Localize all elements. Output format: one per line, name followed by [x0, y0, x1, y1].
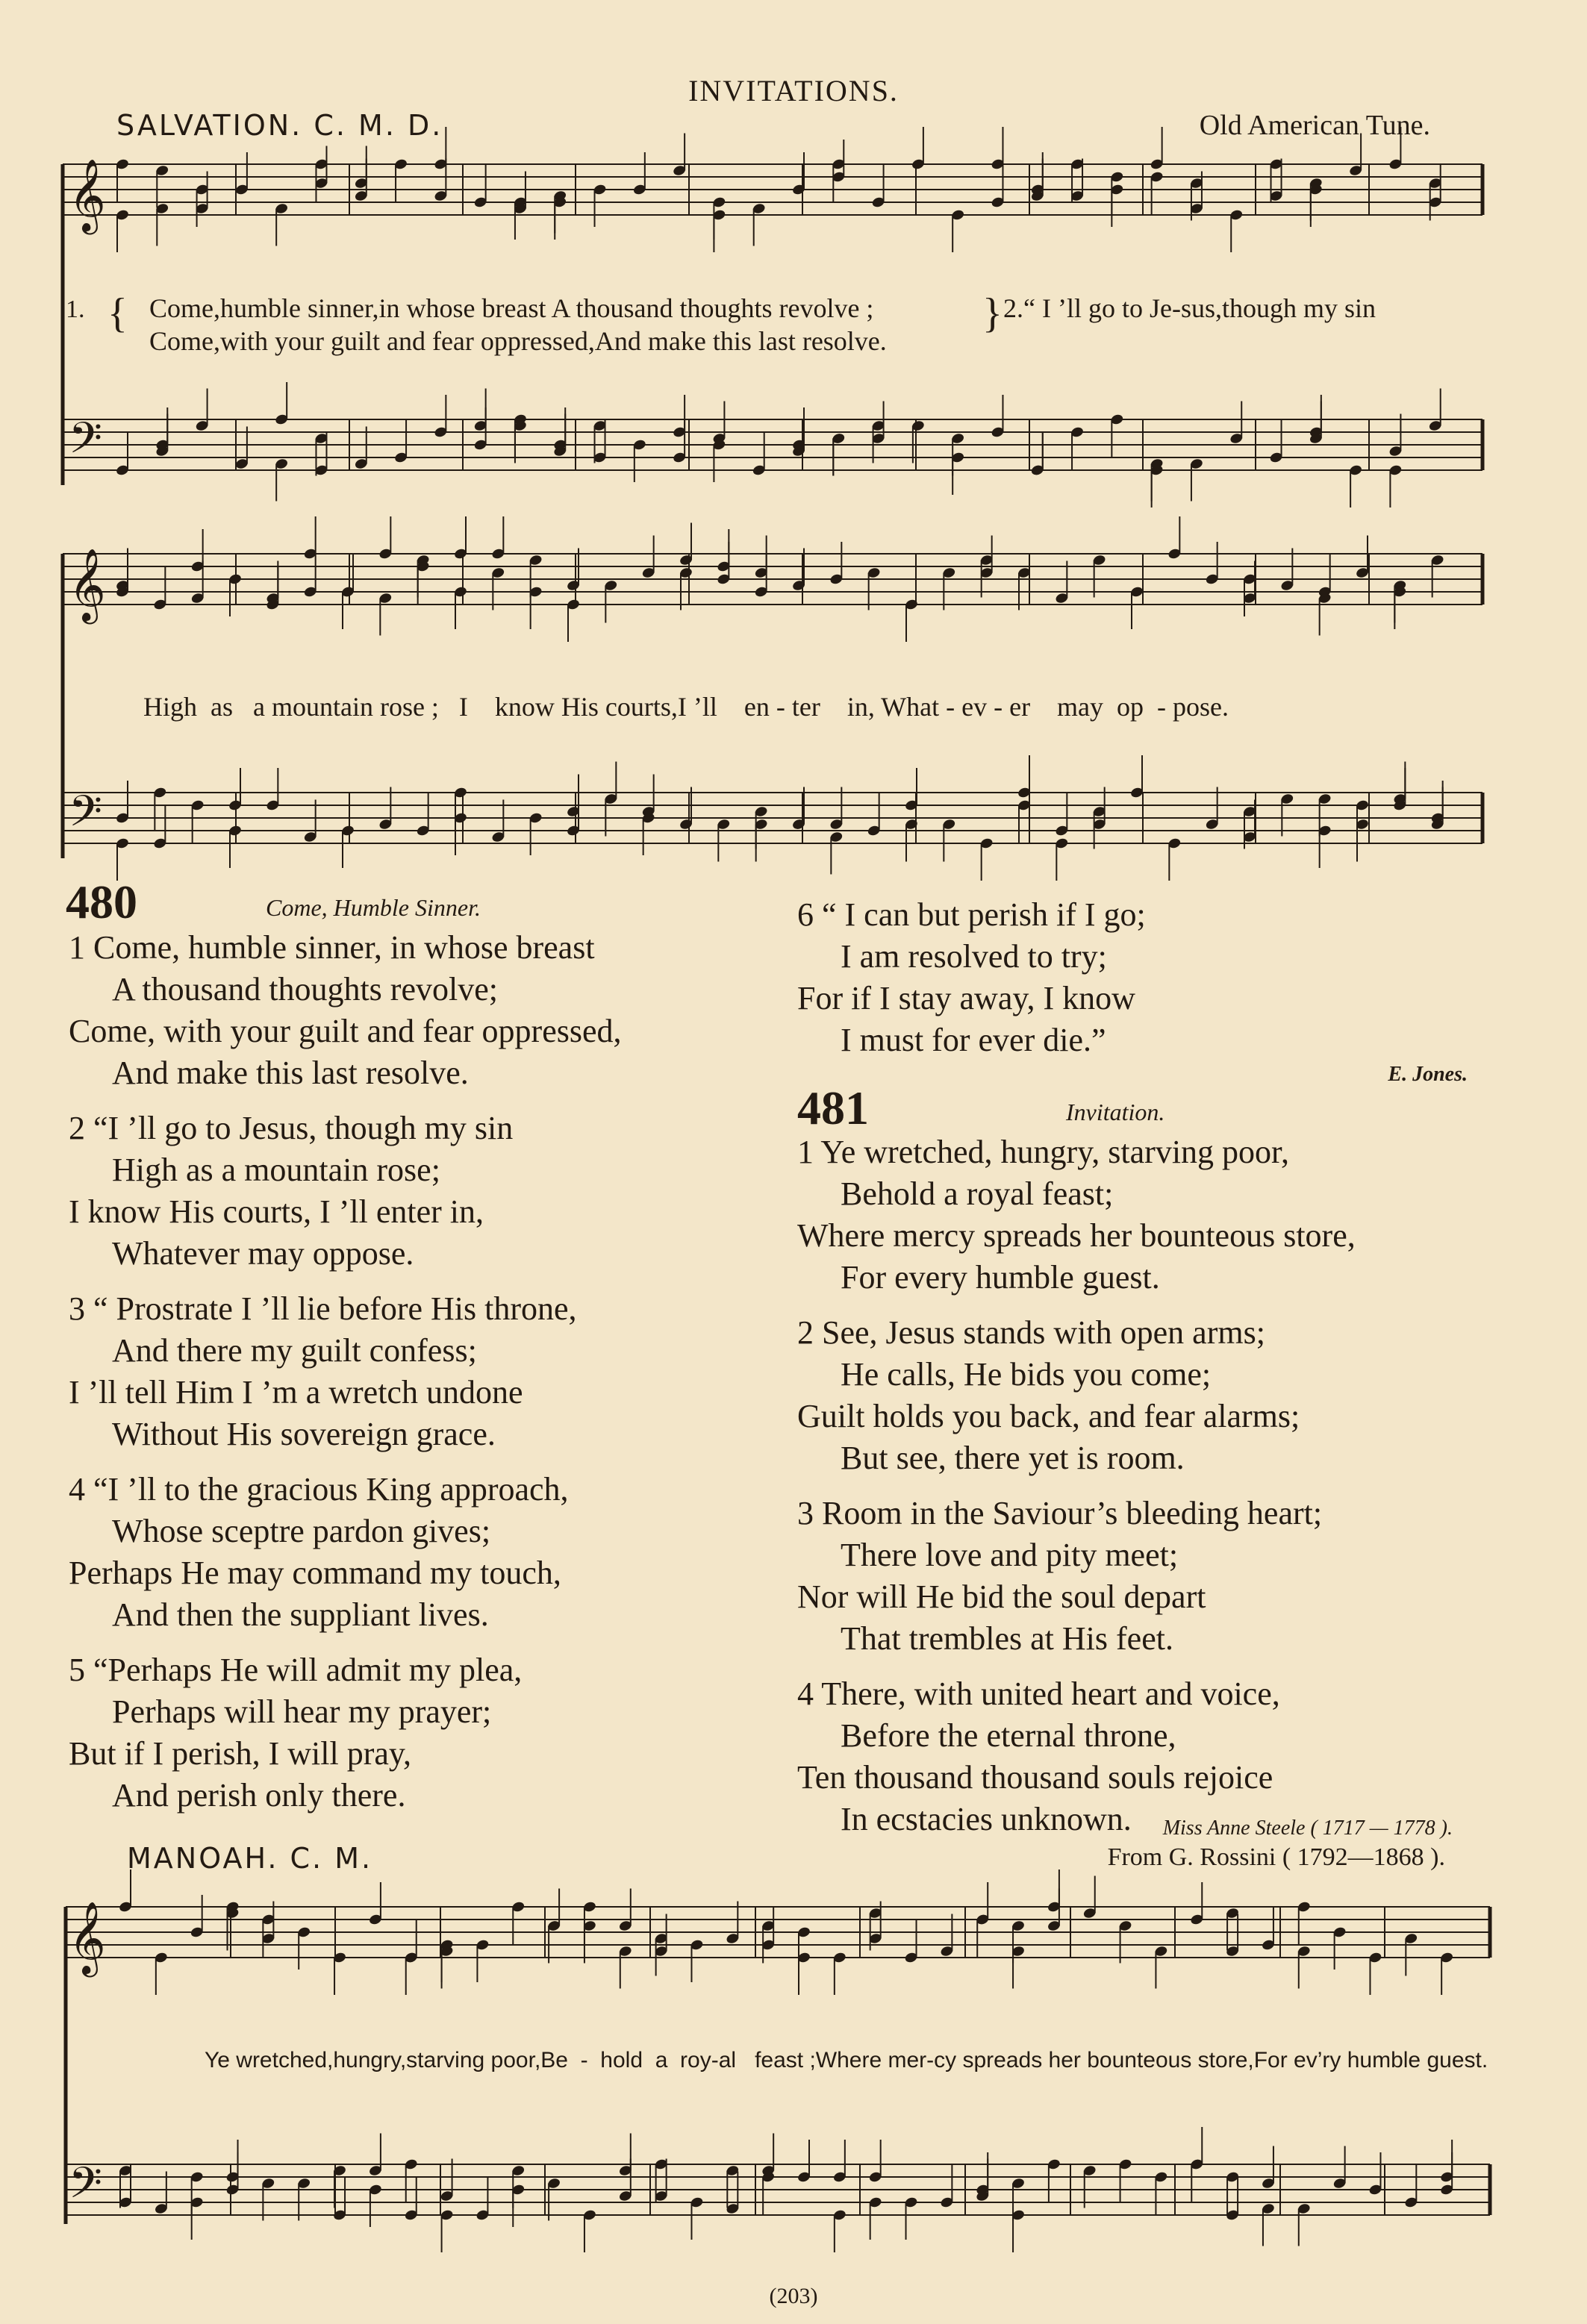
verse-line: 3 “ Prostrate I ’ll lie before His throne, [69, 1290, 577, 1327]
stanza-4 [69, 1469, 622, 1636]
left-brace-icon: { [107, 290, 128, 337]
verse-line: 2 “I ’ll go to Jesus, though my sin [69, 1110, 514, 1146]
hymn-481-title: Invitation. [1066, 1099, 1165, 1125]
verse-line: Perhaps He may command my touch, [69, 1555, 561, 1591]
verse-line: Where mercy spreads her bounteous store, [797, 1217, 1356, 1254]
verse-line: Behold a royal feast; [841, 1175, 1114, 1212]
verse-line: 3 Room in the Saviour’s bleeding heart; [797, 1495, 1323, 1531]
verse-line: For if I stay away, I know [797, 980, 1135, 1016]
hymn-480-number: 480 [66, 875, 137, 928]
verse-line: In ecstacies unknown. [841, 1801, 1132, 1837]
verse-line: He calls, He bids you come; [841, 1356, 1212, 1393]
verse-line: 4 “I ’ll to the gracious King approach, [69, 1471, 569, 1508]
salvation-lyrics-1a: Come,humble sinner,in whose breast A thousand thoughts revolve ; [149, 293, 874, 323]
verse-line: Whatever may oppose. [112, 1235, 414, 1272]
verse-line: 1 Come, humble sinner, in whose breast [69, 929, 595, 966]
verse-line: Without His sovereign grace. [112, 1416, 496, 1452]
hymn-481-author: Miss Anne Steele ( 1717 — 1778 ). [1162, 1817, 1453, 1840]
verse-line: I must for ever die.” [841, 1022, 1106, 1058]
verse-line: And perish only there. [112, 1777, 406, 1814]
verse-line: A thousand thoughts revolve; [112, 971, 498, 1008]
hymn-481-verses [797, 1131, 1356, 1854]
stanza-1 [797, 1131, 1356, 1299]
verse-line: 4 There, with united heart and voice, [797, 1675, 1280, 1712]
verse-line: Before the eternal throne, [841, 1717, 1176, 1754]
verse-line: That trembles at His feet. [841, 1620, 1173, 1657]
hymn-480-title: Come, Humble Sinner. [266, 894, 481, 921]
treble-clef-icon: 𝄞 [69, 158, 106, 231]
stanza-3 [797, 1493, 1356, 1660]
verse-line: I ’ll tell Him I ’m a wretch undone [69, 1374, 523, 1411]
hymn-480-stanza-6 [797, 894, 1146, 1061]
stanza-5 [69, 1649, 622, 1817]
right-brace-icon: } [982, 290, 1003, 337]
tune-name-manoah: MANOAH. C. M. [127, 1842, 373, 1875]
verse-line: And make this last resolve. [112, 1055, 469, 1091]
salvation-lyrics-1b: Come,with your guilt and fear oppressed,And make this last resolve. [149, 326, 887, 356]
verse-line: And then the suppliant lives. [112, 1596, 489, 1633]
verse-line: For every humble guest. [841, 1259, 1160, 1296]
stanza-1 [69, 927, 622, 1094]
verse-line: There love and pity meet; [841, 1537, 1179, 1573]
tune-source-manoah: From G. Rossini ( 1792—1868 ). [1107, 1843, 1445, 1871]
verse-line: And there my guilt confess; [112, 1332, 477, 1369]
verse-line: 5 “Perhaps He will admit my plea, [69, 1652, 523, 1688]
hymn-480-author: E. Jones. [1388, 1063, 1468, 1086]
bass-clef-icon: 𝄢 [69, 413, 103, 474]
verse-line: 1 Ye wretched, hungry, starving poor, [797, 1134, 1289, 1170]
verse-line: Nor will He bid the soul depart [797, 1578, 1206, 1615]
salvation-lyrics-2: High as a mountain rose ; I know His courts,I ’ll en - ter in, What - ev - er may op - pose. [143, 692, 1229, 722]
verse-line: Ten thousand thousand souls rejoice [797, 1759, 1273, 1796]
tune-name-salvation: SALVATION. C. M. D. [116, 109, 443, 142]
hymn-480-verses [69, 927, 622, 1830]
verse-marker: 1. [66, 296, 85, 323]
bass-clef-icon: 𝄢 [69, 786, 103, 847]
verse-line: Come, with your guilt and fear oppressed, [69, 1013, 622, 1049]
verse-line: Perhaps will hear my prayer; [112, 1693, 492, 1730]
verse-line: 2 See, Jesus stands with open arms; [797, 1314, 1265, 1351]
treble-clef-icon: 𝄞 [69, 1901, 106, 1974]
stanza-3 [69, 1288, 622, 1455]
verse-line: I know His courts, I ’ll enter in, [69, 1193, 484, 1230]
verse-line: 6 “ I can but perish if I go; [797, 896, 1146, 933]
tune-source-salvation: Old American Tune. [1199, 110, 1430, 141]
verse-line: But if I perish, I will pray, [69, 1735, 412, 1772]
stanza-4 [797, 1673, 1356, 1840]
treble-clef-icon: 𝄞 [69, 548, 106, 621]
stanza-2 [69, 1108, 622, 1275]
verse-line: But see, there yet is room. [841, 1440, 1185, 1476]
stanza-2 [797, 1312, 1356, 1479]
page-number: (203) [769, 2284, 818, 2308]
page-header: INVITATIONS. [688, 74, 899, 107]
verse-line: Guilt holds you back, and fear alarms; [797, 1398, 1300, 1434]
verse-line: Whose sceptre pardon gives; [112, 1513, 491, 1549]
manoah-lyrics: Ye wretched,hungry,starving poor,Be - hold a roy-al feast ;Where mer-cy spreads her bounteous store,For ev’ry humble guest. [205, 2048, 1488, 2072]
hymn-481-number: 481 [797, 1081, 869, 1134]
salvation-lyrics-1c: 2.“ I ’ll go to Je-sus,though my sin [1003, 293, 1376, 323]
verse-line: High as a mountain rose; [112, 1152, 440, 1188]
verse-line: I am resolved to try; [841, 938, 1107, 975]
bass-clef-icon: 𝄢 [69, 2158, 103, 2219]
